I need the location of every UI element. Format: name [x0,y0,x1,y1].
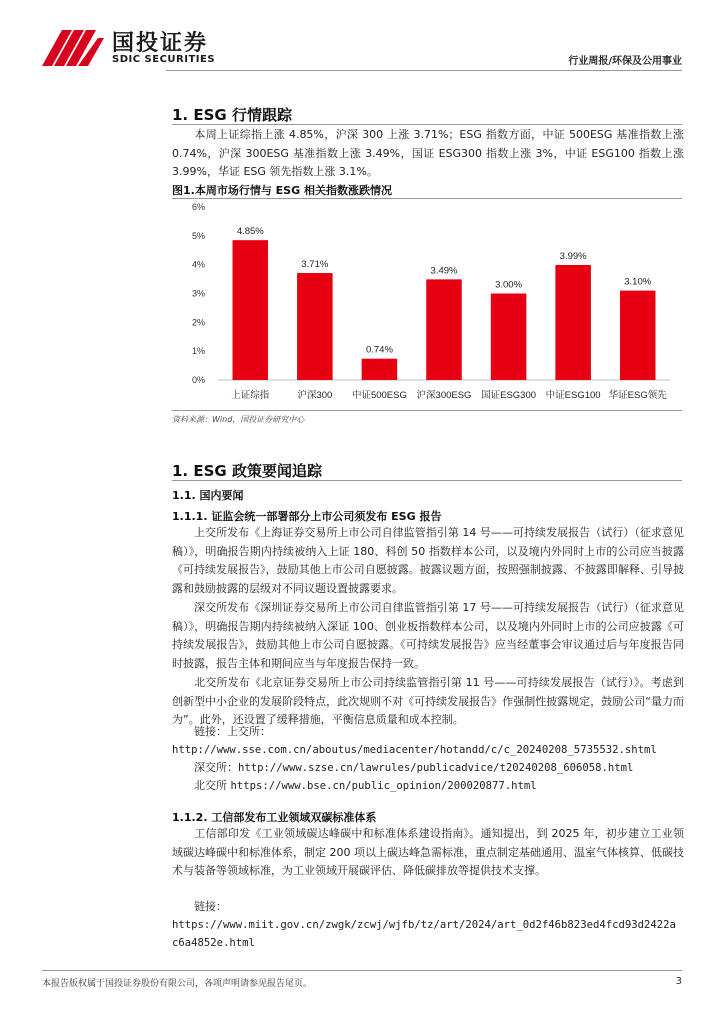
bar [233,240,269,380]
figure-title: 图1.本周市场行情与 ESG 相关指数涨跌情况 [172,184,392,197]
bar [491,294,527,381]
data-label: 3.71% [301,259,329,271]
section-title-esg-policy: 1. ESG 政策要闻追踪 [172,462,322,480]
figure-bottom-divider [172,410,682,411]
y-tick-label: 1% [191,346,205,357]
x-tick-label: 上证综指 [231,390,270,401]
szse-label: 深交所： [194,761,238,774]
footer-divider [42,970,682,971]
item-title-csrc-esg: 1.1.1. 证监会统一部署部分上市公司须发布 ESG 报告 [172,510,442,523]
bse-link-row [194,777,537,795]
y-tick-label: 4% [191,259,205,270]
y-tick-label: 5% [191,230,205,241]
x-tick-label: 沪深300 [297,390,333,401]
logo-chinese-name: 国投证券 [112,31,209,56]
szse-paragraph: 深交所发布《深圳证券交易所上市公司自律监管指引第 17 号——可持续发展报告（试行）（征求意见稿）》，明确报告期内持续被纳入深证 100、创业板指数样本公司，以及境内外同时上市的公司应披露《可持续发展报告》，鼓励其他上市公司自愿披露。《可持续发展报告》应当经董事会审议通过后与年度报告同时披露，报告主体和期间应当与年度报告保持一致。 [172,601,684,671]
sse-link[interactable]: http://www.sse.com.cn/aboutus/mediacenter/hotandd/c/c_20240208_5735532.shtml [172,744,657,756]
bar [620,291,656,380]
company-logo [42,22,242,68]
szse-link-row [194,759,633,777]
miit-links-label: 链接： [194,900,227,913]
x-tick-label: 国证ESG300 [481,390,537,401]
figure-top-divider [172,198,682,199]
data-label: 0.74% [365,344,393,356]
bse-link[interactable]: https://www.bse.cn/public_opinion/200020877.html [230,780,537,792]
bar [426,279,462,380]
szse-link[interactable]: http://www.szse.cn/lawrules/publicadvice/t20240208_606058.html [238,762,634,774]
y-tick-label: 0% [191,375,205,385]
section-divider [172,124,682,125]
miit-link-line1[interactable]: https://www.miit.gov.cn/zwgk/zcwj/wjfb/tz/art/2024/art_0d2f46b823ed4fcd93d2422a [172,919,676,931]
y-tick-label: 6% [191,202,205,212]
x-tick-label: 沪深300ESG [416,390,472,401]
links-label: 链接：上交所： [194,725,271,738]
footer-disclaimer: 本报告版权属于国投证券股份有限公司，各项声明请参见报告尾页。 [42,979,313,989]
bse-label: 北交所 [194,779,227,792]
bar [555,265,591,380]
miit-paragraph: 工信部印发《工业领域碳达峰碳中和标准体系建设指南》。通知提出，到 2025 年，初步建立工业领域碳达峰碳中和标准体系，制定 200 项以上碳达峰急需标准，重点制定基础通用、温室气体核算、低碳技术与装备等领域标准，为工业领域开展碳评估、降低碳排放等提供技术支撑。 [172,827,684,878]
logo-english-name: SDIC SECURITIES [112,54,216,65]
x-tick-label: 华证ESG领先 [608,390,667,401]
section-title-esg-market: 1. ESG 行情跟踪 [172,106,292,124]
x-tick-label: 中证ESG100 [545,390,601,401]
x-tick-label: 中证500ESG [351,390,407,401]
market-summary-paragraph: 本周上证综指上涨 4.85%，沪深 300 上涨 3.71%；ESG 指数方面，中证 500ESG 基准指数上涨 0.74%，沪深 300ESG 基准指数上涨 3.49%，国证 ESG300 指数上涨 3%，中证 ESG100 指数上涨 3.99%，华证 ESG 领先指数上涨 3.1%。 [172,128,684,179]
subsection-title-domestic: 1.1. 国内要闻 [172,489,244,502]
header-divider [166,70,682,71]
data-label: 3.49% [430,265,458,277]
logo-stripes-icon [42,26,106,66]
y-tick-label: 3% [191,288,205,299]
figure-source: 资料来源：Wind，国投证券研究中心 [172,415,305,424]
bse-paragraph: 北交所发布《北京证券交易所上市公司持续监管指引第 11 号——可持续发展报告（试行）》。考虑到创新型中小企业的发展阶段特点，此次规则不对《可持续发展报告》作强制性披露规定，鼓励公司“量力而为”。此外，还设置了缓释措施，平衡信息质量和成本控制。 [172,676,684,727]
report-category: 行业周报/环保及公用事业 [568,56,682,67]
data-label: 3.99% [559,250,587,262]
bar [297,273,333,380]
page-number: 3 [675,976,682,987]
miit-link-line2[interactable]: c6a4852e.html [172,937,255,949]
data-label: 3.00% [495,279,523,291]
item-title-miit-standards: 1.1.2. 工信部发布工业领域双碳标准体系 [172,811,377,824]
sse-paragraph: 上交所发布《上海证券交易所上市公司自律监管指引第 14 号——可持续发展报告（试行）（征求意见稿）》，明确报告期内持续被纳入上证 180、科创 50 指数样本公司，以及境内外同时上市的公司应当披露《可持续发展报告》，鼓励其他上市公司自愿披露。披露议题方面，按照强制披露、不披露即解释、引导披露和鼓励披露的层级对不同议题设置披露要求。 [172,526,684,596]
section-divider [172,480,682,481]
bar [362,359,398,380]
market-index-bar-chart [172,200,684,410]
data-label: 4.85% [236,226,264,238]
y-tick-label: 2% [191,317,205,328]
data-label: 3.10% [624,276,652,288]
